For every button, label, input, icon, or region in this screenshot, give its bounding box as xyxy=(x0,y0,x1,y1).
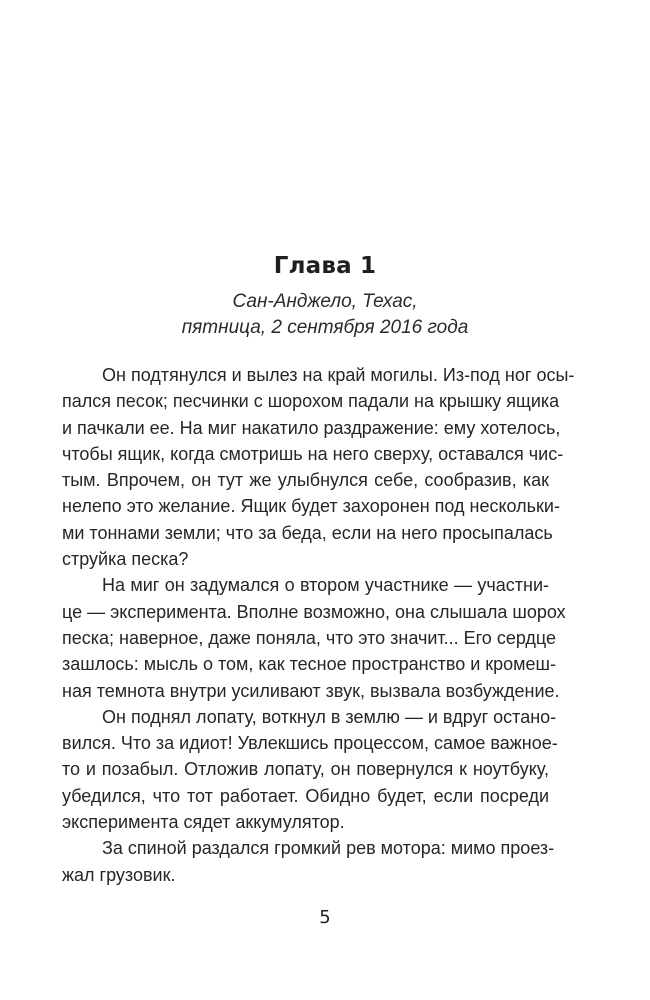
paragraph xyxy=(62,572,566,703)
text-line: За спиной раздался громкий рев мотора: мимо проез- xyxy=(102,838,555,859)
paragraph xyxy=(62,704,558,835)
text-line: струйка песка? xyxy=(62,549,189,570)
text-line: зашлось: мысль о том, как тесное пространство и кромеш- xyxy=(62,654,556,675)
text-line: жал грузовик. xyxy=(62,864,176,885)
text-line: Он подтянулся и вылез на край могилы. Из-под ног осы- xyxy=(102,365,575,385)
text-line: ная темнота внутри усиливают звук, вызвала возбуждение. xyxy=(62,680,560,701)
text-line: убедился, что тот работает. Обидно будет, если посреди xyxy=(62,785,549,806)
text-line: чтобы ящик, когда смотришь на него сверху, оставался чис- xyxy=(62,443,564,464)
text-line: нелепо это желание. Ящик будет захоронен под нескольки- xyxy=(62,496,560,517)
paragraph xyxy=(62,362,575,572)
location-line: Сан-Анджело, Техас, xyxy=(232,291,418,312)
text-line: то и позабыл. Отложив лопату, он повернулся к ноутбуку, xyxy=(62,759,549,780)
page-number: 5 xyxy=(319,907,331,928)
text-line: пался песок; песчинки с шорохом падали на крышку ящика xyxy=(62,391,560,412)
chapter-location-date xyxy=(0,288,650,341)
text-line: На миг он задумался о втором участнике — участни- xyxy=(102,575,549,596)
body-text xyxy=(62,362,575,888)
text-line: тым. Впрочем, он тут же улыбнулся себе, сообразив, как xyxy=(62,470,549,491)
text-line: и пачкали ее. На миг накатило раздражение: ему хотелось, xyxy=(62,417,561,438)
text-line: вился. Что за идиот! Увлекшись процессом, самое важное- xyxy=(62,733,558,754)
text-line: песка; наверное, даже поняла, что это значит... Его сердце xyxy=(62,627,557,648)
text-line: ми тоннами земли; что за беда, если на него просыпалась xyxy=(62,522,553,543)
date-line: пятница, 2 сентября 2016 года xyxy=(181,317,469,339)
paragraph xyxy=(62,835,555,888)
text-line: це — эксперимента. Вполне возможно, она слышала шорох xyxy=(62,601,566,622)
chapter-title: Глава 1 xyxy=(273,253,377,279)
text-line: эксперимента сядет аккумулятор. xyxy=(62,812,345,833)
text-line: Он поднял лопату, воткнул в землю — и вдруг остано- xyxy=(102,706,557,727)
